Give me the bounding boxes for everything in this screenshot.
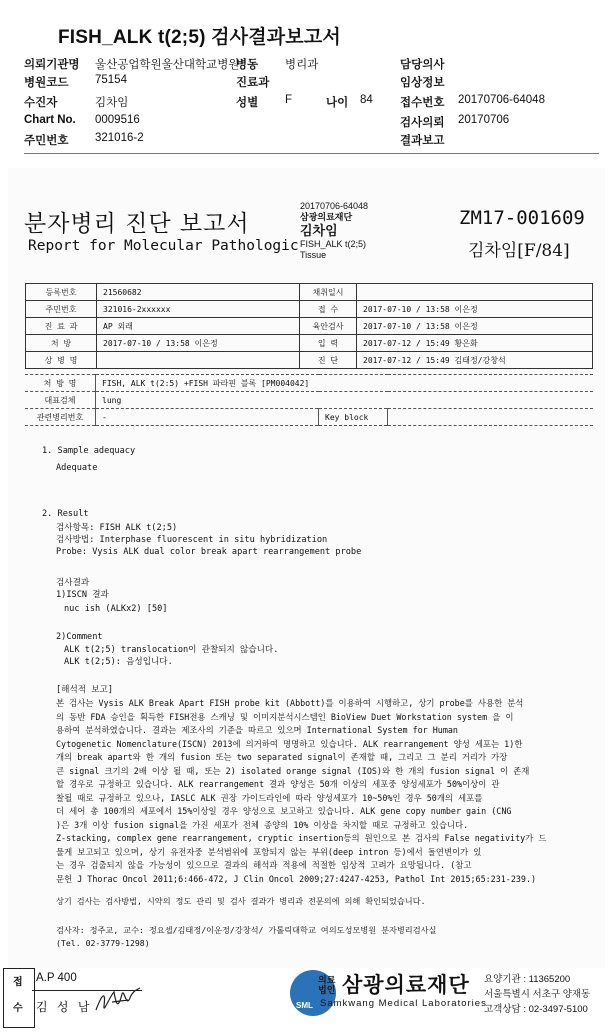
info-value — [97, 352, 300, 369]
stamp-char-1: 접 — [13, 977, 23, 988]
org-address: 서울특별시 서초구 양재동 — [484, 989, 591, 1000]
header-label: 접수번호 — [400, 97, 445, 109]
section-result: 2. Result — [42, 509, 89, 519]
order-row — [25, 375, 593, 392]
info-row — [26, 301, 593, 318]
header-label: 나이 — [326, 97, 349, 109]
header-row — [0, 56, 611, 74]
related-row — [25, 409, 593, 426]
org-code: 요양기관 : 11365200 — [484, 974, 571, 985]
header-label: 담당의사 — [400, 59, 445, 71]
info-label: 등록번호 — [26, 284, 97, 301]
interp-line: 문헌 J Thorac Oncol 2011;6:466-472, J Clin Oncol 2009;27:4247-4253, Pathol Int 2015;65:231-239.) — [56, 873, 537, 884]
reception-stamp-box — [3, 968, 35, 1028]
result-line: 검사방법: Interphase fluorescent in situ hybridization — [56, 535, 328, 545]
interp-line: 개의 break apart와 한 개의 fusion 또는 two separated signal이 존재할 때, 그리고 그 분리 거리가 가장 — [56, 752, 508, 762]
section-sample-adequacy: 1. Sample adequacy — [42, 446, 136, 456]
key-block-label: Key block — [319, 409, 388, 426]
org-small-2: 법인 — [318, 985, 336, 995]
related-label: 관련병리번호 — [25, 409, 96, 426]
info-value: 2017-07-10 / 13:58 이은정 — [357, 318, 593, 335]
header-label: 결과보고 — [400, 135, 445, 147]
lab-tel: (Tel. 02-3779-1298) — [56, 938, 150, 948]
header-divider — [24, 153, 599, 154]
info-value: 2017-07-10 / 13:58 이은정 — [97, 335, 300, 352]
info-label: 접 수 — [300, 301, 357, 318]
order-table — [25, 374, 593, 426]
verification-notice: 상기 검사는 검사방법, 시약의 정도 관리 및 검사 결과가 병리과 전문의에 의해 확인되었습니다. — [56, 896, 426, 906]
related-value: - — [96, 409, 319, 426]
interp-line: Cytogenetic Nomenclature(ISCN) 2013에 의거하여 명명하고 있습니다. ALK rearrangement 양성 세포는 1)한 — [56, 738, 523, 749]
info-label: 상 병 명 — [26, 352, 97, 369]
org-small-1: 의료 — [318, 975, 336, 985]
info-value: 321016-2xxxxxx — [97, 301, 300, 318]
result-line: 검사항목: FISH ALK t(2;5) — [56, 523, 178, 533]
signer-name: 김 성 남 — [36, 1000, 93, 1014]
info-label: 육안검사 — [300, 318, 357, 335]
report-title-en: Report for Molecular Pathologic — [28, 238, 299, 254]
interp-line: 찰될 때로 규정하고 있으나, IASLC ALK 권장 가이드라인에 따라 양성세포가 10~50%인 경우 50개의 세포를 — [56, 792, 483, 803]
sample-adequacy-value: Adequate — [56, 463, 98, 473]
header-label: 수진자 — [24, 97, 58, 109]
header-value: 20170706 — [458, 114, 510, 126]
org-small-label — [318, 975, 335, 995]
comment-title: 2)Comment — [56, 632, 103, 642]
logo-text: SML — [296, 1001, 313, 1010]
header-label: 의뢰기관명 — [24, 59, 80, 71]
info-label: 입 력 — [300, 335, 357, 352]
header-row — [0, 74, 611, 92]
interp-line: 본 검사는 Vysis ALK Break Apart FISH probe kit (Abbott)를 이용하여 시행하고, 상기 probe를 사용한 분석 — [56, 698, 524, 708]
interp-paragraph — [56, 697, 546, 886]
header-row — [0, 94, 611, 112]
info-row — [26, 352, 593, 369]
result-lines — [56, 522, 361, 558]
ap-code: A.P 400 — [36, 972, 77, 984]
header-label: 진료과 — [236, 77, 270, 89]
header-label: Chart No. — [24, 114, 76, 126]
header-label: 병동 — [236, 59, 259, 71]
info-row — [26, 284, 593, 301]
organ-label: 대표검체 — [25, 392, 96, 409]
header-label: 병원코드 — [24, 77, 69, 89]
interp-line: 의 동반 FDA 승인을 획득한 FISH전용 스캐닝 및 이미지분석시스템인 BioView Duet Workstation system 을 이 — [56, 711, 514, 722]
org-name: 삼광의료재단 — [342, 974, 470, 997]
interp-line: 는 경우 검출되지 않을 가능성이 있으므로 결과의 해석과 적용에 적절한 임상적 고려가 요망됩니다. (참고 — [56, 860, 472, 870]
label-specimen: Tissue — [300, 250, 327, 260]
interp-title: [해석적 보고] — [56, 685, 114, 695]
label-org: 삼광의료재단 — [300, 212, 353, 222]
interp-line: )은 3개 이상 fusion signal을 가진 세포가 전체 종양의 10% 이상을 차지할 때로 규정하고 있습니다. — [56, 819, 469, 830]
info-label: 처 방 — [26, 335, 97, 352]
header-value: 병리과 — [285, 59, 319, 71]
info-value: 2017-07-12 / 15:49 김태정/강창석 — [357, 352, 593, 369]
header-value: F — [285, 94, 293, 106]
header-label: 성별 — [236, 97, 259, 109]
interp-line: 더 세어 총 100개의 세포에서 15%이상일 경우 양성으로 보고하고 있습니다. ALK gene copy number gain (CNG — [56, 806, 512, 816]
org-name-en: Samkwang Medical Laboratories — [320, 998, 487, 1009]
interp-line: Z-stacking, complex gene rearrangement, cryptic insertion등의 원인으로 본 검사의 False negativity가 드 — [56, 833, 547, 843]
header-value: 321016-2 — [95, 132, 144, 144]
info-value: AP 외래 — [97, 318, 300, 335]
result-line: Probe: Vysis ALK dual color break apart rearrangement probe — [56, 547, 362, 557]
header-row — [0, 132, 611, 150]
patient-tag: 김차임[F/84] — [468, 241, 570, 261]
signature-icon — [94, 984, 142, 1018]
header-label: 임상정보 — [400, 77, 445, 89]
comment-line: ALK t(2;5): 음성입니다. — [64, 657, 173, 667]
comment-lines — [64, 644, 278, 668]
label-test: FISH_ALK t(2;5) — [300, 239, 367, 249]
report-title: FISH_ALK t(2;5) 검사결과보고서 — [58, 27, 341, 48]
iscn-value: nuc ish (ALKx2) [50] — [64, 604, 168, 614]
result-heading: 검사결과 — [56, 578, 90, 588]
org-tel: 고객상담 : 02-3497-5100 — [484, 1004, 588, 1015]
label-patient-name: 김차임 — [300, 223, 338, 238]
order-label: 처 방 명 — [25, 375, 96, 392]
examiners: 검사자: 정주교, 교수: 정요셉/김태정/이운정/강창석/ 가톨릭대학교 여의도성모병원 분자병리검사실 — [56, 925, 437, 935]
info-value: 2017-07-12 / 15:49 황은화 — [357, 335, 593, 352]
info-label: 주민번호 — [26, 301, 97, 318]
order-value: FISH, ALK t(2:5) +FISH 파라핀 블록 [PM004042] — [96, 375, 594, 392]
header-value: 0009516 — [95, 114, 140, 126]
header-value: 75154 — [95, 74, 127, 86]
header-value: 울산공업학원울산대학교병원 — [95, 59, 240, 71]
info-value — [357, 284, 593, 301]
pathology-number: ZM17-001609 — [459, 207, 585, 229]
info-row — [26, 318, 593, 335]
info-label: 진 료 과 — [26, 318, 97, 335]
info-row — [26, 335, 593, 352]
info-label: 채취일시 — [300, 284, 357, 301]
header-value: 김차임 — [95, 97, 129, 109]
organ-value: lung — [96, 392, 594, 409]
comment-line: ALK t(2;5) translocation이 관찰되지 않습니다. — [64, 645, 279, 655]
interp-line: 큰 signal 크기의 2배 이상 될 때, 또는 2) isolated orange signal (IOS)와 한 개의 fusion signal 이 존재 — [56, 765, 530, 776]
interp-line: 할 경우로 규정하고 있습니다. ALK rearrangement 결과 양성은 50개 이상의 세포중 양성세포가 50%이상이 관 — [56, 779, 500, 789]
stamp-char-2: 수 — [13, 1003, 23, 1014]
report-title-ko: 분자병리 진단 보고서 — [24, 211, 250, 237]
header-value: 20170706-64048 — [458, 94, 545, 106]
label-accession: 20170706-64048 — [300, 201, 369, 211]
organ-row — [25, 392, 593, 409]
header-label: 주민번호 — [24, 135, 69, 147]
iscn-title: 1)ISCN 결과 — [56, 590, 109, 600]
info-value: 21560682 — [97, 284, 300, 301]
header-label: 검사의뢰 — [400, 117, 445, 129]
interp-line: 물게 보고되고 있으며, 상기 유전자중 분석범위에 포함되지 않는 부위(deep intron 등)에서 돌연변이가 있 — [56, 846, 482, 857]
info-label: 진 단 — [300, 352, 357, 369]
info-table — [25, 283, 593, 369]
key-block-value — [388, 409, 594, 426]
header-row — [0, 114, 611, 132]
interp-line: 용하여 분석하였습니다. 결과는 제조사의 기준을 따르고 있으며 International System for Human — [56, 725, 458, 735]
header-value: 84 — [360, 94, 373, 106]
info-value: 2017-07-10 / 13:58 이은정 — [357, 301, 593, 318]
